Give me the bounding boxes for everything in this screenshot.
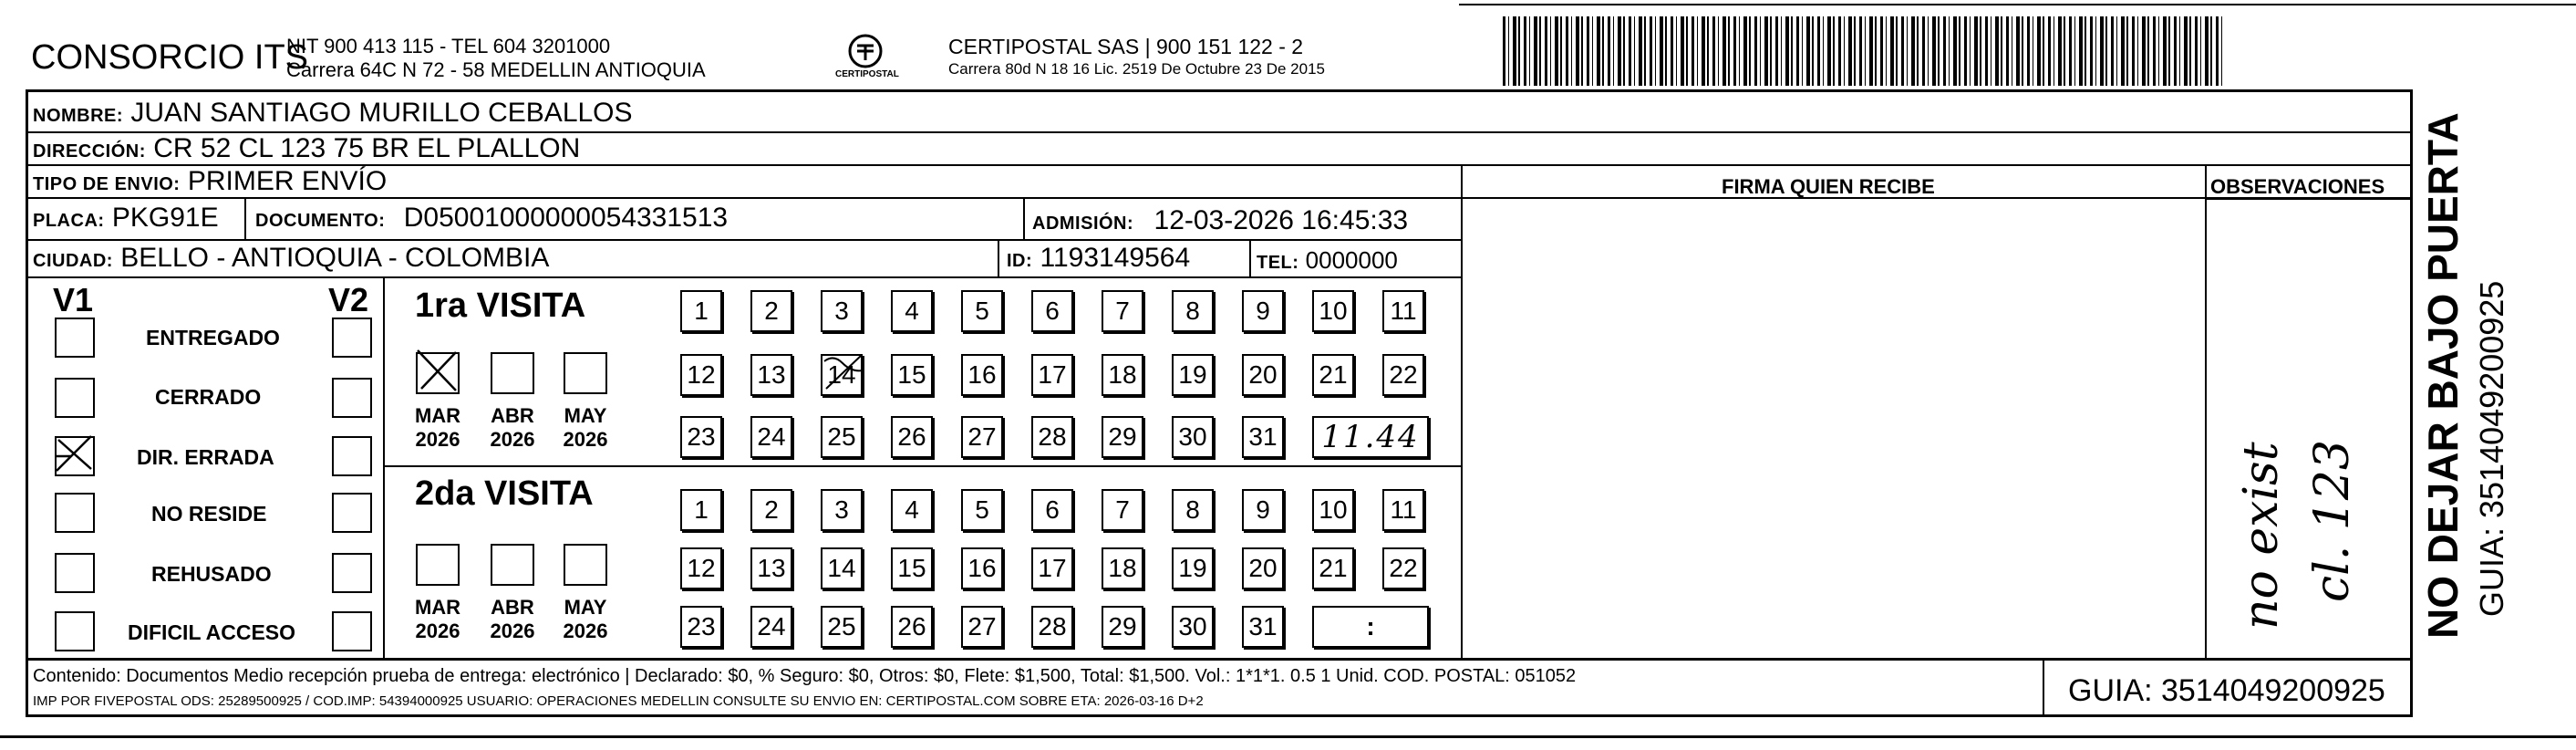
v2-cerrado-checkbox[interactable] [332,378,372,418]
second-day-30[interactable]: 30 [1172,606,1214,648]
nombre-row [33,99,633,130]
signature-area[interactable] [1463,199,2205,658]
second-day-8[interactable]: 8 [1172,489,1214,531]
first-day-8[interactable]: 8 [1172,290,1214,332]
ciudad-field [33,244,549,276]
second-month-may-label: MAY [564,596,607,619]
certipostal-line: CERTIPOSTAL SAS | 900 151 122 - 2 [948,35,1304,58]
observations-area[interactable] [2207,201,2410,657]
first-month-may-box[interactable] [564,352,607,394]
documento-field [255,203,728,235]
tel-label: TEL: [1257,253,1299,273]
first-day-3[interactable]: 3 [821,290,863,332]
second-visit-title: 2da VISITA [415,474,594,513]
status-cerrado: CERRADO [155,385,262,409]
tel-field [1257,245,1398,277]
ciudad-label: CIUDAD: [33,251,113,271]
v2-rehusado-checkbox[interactable] [332,553,372,593]
v2-dificil-acceso-checkbox[interactable] [332,611,372,651]
first-visit-time-handwritten: 11.44 [1321,419,1420,455]
direccion-row [33,134,580,166]
col-line [1249,239,1251,276]
status-no-reside: NO RESIDE [151,502,267,526]
cross-mark-icon [416,349,460,394]
obs-handwritten-line1: no exist [2234,442,2289,630]
second-month-abr-label: ABR [491,596,534,619]
id-field [1007,244,1190,276]
first-day-30[interactable]: 30 [1172,416,1214,458]
first-day-24[interactable]: 24 [750,416,792,458]
second-year-label: 2026 [490,620,535,642]
admision-value: 12-03-2026 16:45:33 [1154,205,1409,235]
col-line [1023,197,1025,239]
v1-header: V1 [53,281,94,318]
col-line [2043,658,2044,717]
first-day-12[interactable]: 12 [680,354,722,396]
first-day-25[interactable]: 25 [821,416,863,458]
first-day-4[interactable]: 4 [891,290,933,332]
tipo-value: PRIMER ENVÍO [187,166,388,196]
col-line [244,197,246,239]
firma-header: FIRMA QUIEN RECIBE [1722,175,1935,198]
second-day-9[interactable]: 9 [1242,489,1284,531]
status-dificil-acceso: DIFICIL ACCESO [128,620,296,644]
status-entregado: ENTREGADO [146,326,280,349]
second-day-2[interactable]: 2 [750,489,792,531]
v2-no-reside-checkbox[interactable] [332,493,372,533]
placa-value: PKG91E [111,203,219,233]
first-day-20[interactable]: 20 [1242,354,1284,396]
second-day-22[interactable]: 22 [1382,547,1424,589]
footer-imp-line: IMP POR FIVEPOSTAL ODS: 25289500925 / COD.IMP: 54394000925 USUARIO: OPERACIONES MEDELLIN CONSULTE SU ENVIO EN: CERTIPOSTAL.COM SOBRE ETA: 2026-03-16 D+2 [33,693,1204,709]
second-day-18[interactable]: 18 [1102,547,1143,589]
second-month-mar-box[interactable] [416,544,460,586]
second-day-21[interactable]: 21 [1312,547,1354,589]
footer-content-line: Contenido: Documentos Medio recepción prueba de entrega: electrónico | Declarado: $0, % Seguro: $0, Otros: $0, Flete: $1,500, Total: $1,500. Vol.: 1*1*1. 0.5 1 Unid. COD. POSTAL: 051052 [33,666,1577,686]
footer-guia: GUIA: 3514049200925 [2068,673,2385,708]
tipo-label: TIPO DE ENVIO: [33,174,181,194]
direccion-label: DIRECCIÓN: [33,141,146,161]
first-visit-time-box[interactable] [1312,416,1429,458]
first-day-10[interactable]: 10 [1312,290,1354,332]
placa-label: PLACA: [33,211,105,231]
first-year-label: 2026 [563,428,608,451]
first-month-mar-label: MAR [414,404,461,427]
second-day-24[interactable]: 24 [750,606,792,648]
first-year-label: 2026 [415,428,460,451]
first-month-abr-box[interactable] [491,352,534,394]
placa-field [33,203,219,235]
second-day-4[interactable]: 4 [891,489,933,531]
v1-no-reside-checkbox[interactable] [55,493,95,533]
second-day-25[interactable]: 25 [821,606,863,648]
first-day-6[interactable]: 6 [1031,290,1073,332]
direccion-value: CR 52 CL 123 75 BR EL PLALLON [153,133,581,163]
second-visit-time-box[interactable]: : [1312,606,1429,648]
v2-header: V2 [328,281,369,318]
second-day-27[interactable]: 27 [961,606,1003,648]
barcode [1503,16,2225,86]
v2-entregado-checkbox[interactable] [332,318,372,358]
second-day-17[interactable]: 17 [1031,547,1073,589]
second-day-11[interactable]: 11 [1382,489,1424,531]
check-mark-icon [55,432,95,473]
ciudad-value: BELLO - ANTIOQUIA - COLOMBIA [120,243,550,273]
second-day-28[interactable]: 28 [1031,606,1073,648]
documento-value: D05001000000054331513 [403,203,729,233]
v2-dir-errada-checkbox[interactable] [332,436,372,476]
second-day-5[interactable]: 5 [961,489,1003,531]
col-line [383,276,385,658]
company-name: CONSORCIO ITS [31,38,309,77]
first-month-mar-box[interactable] [416,352,460,394]
nit-line: NIT 900 413 115 - TEL 604 3201000 [286,35,611,57]
first-day-17[interactable]: 17 [1031,354,1073,396]
first-day-26[interactable]: 26 [891,416,933,458]
second-day-14[interactable]: 14 [821,547,863,589]
first-day-5[interactable]: 5 [961,290,1003,332]
row-line [26,276,1463,278]
col-line [2410,89,2412,717]
row-line [385,465,1463,467]
col-line [998,239,999,276]
second-day-20[interactable]: 20 [1242,547,1284,589]
first-day-13[interactable]: 13 [750,354,792,396]
first-day-9[interactable]: 9 [1242,290,1284,332]
v1-cerrado-checkbox[interactable] [55,378,95,418]
tel-value: 0000000 [1305,246,1398,274]
observaciones-header: OBSERVACIONES [2210,175,2385,198]
first-day-21[interactable]: 21 [1312,354,1354,396]
row-line [26,239,1463,241]
first-year-label: 2026 [490,428,535,451]
v1-rehusado-checkbox[interactable] [55,553,95,593]
first-day-22[interactable]: 22 [1382,354,1424,396]
header [0,0,2576,89]
certipostal-address: Carrera 80d N 18 16 Lic. 2519 De Octubre 23 De 2015 [948,60,1325,78]
documento-label: DOCUMENTO: [255,211,386,231]
nombre-label: NOMBRE: [33,106,124,126]
first-day-15[interactable]: 15 [891,354,933,396]
second-day-13[interactable]: 13 [750,547,792,589]
nombre-value: JUAN SANTIAGO MURILLO CEBALLOS [130,98,633,128]
v1-dificil-acceso-checkbox[interactable] [55,611,95,651]
second-month-mar-label: MAR [414,596,461,619]
second-year-label: 2026 [415,620,460,642]
second-day-31[interactable]: 31 [1242,606,1284,648]
first-day-27[interactable]: 27 [961,416,1003,458]
first-month-abr-label: ABR [491,404,534,427]
first-day-11[interactable]: 11 [1382,290,1424,332]
second-day-12[interactable]: 12 [680,547,722,589]
obs-handwritten-line2: cl. 123 [2305,439,2360,602]
second-month-abr-box[interactable] [491,544,534,586]
second-day-3[interactable]: 3 [821,489,863,531]
side-guia: GUIA: 3514049200925 [2473,280,2510,617]
no-dejar-bajo-puerta: NO DEJAR BAJO PUERTA [2419,112,2467,639]
second-year-label: 2026 [563,620,608,642]
v1-dir-errada-checkbox[interactable] [55,436,95,476]
second-month-may-box[interactable] [564,544,607,586]
id-label: ID: [1007,251,1033,271]
first-day-1[interactable]: 1 [680,290,722,332]
second-day-16[interactable]: 16 [961,547,1003,589]
id-value: 1193149564 [1040,243,1191,273]
first-day-28[interactable]: 28 [1031,416,1073,458]
admision-field [1032,206,1408,238]
first-visit-title: 1ra VISITA [415,286,586,325]
second-day-26[interactable]: 26 [891,606,933,648]
second-day-6[interactable]: 6 [1031,489,1073,531]
first-day-14[interactable]: 14 [821,354,863,396]
second-day-1[interactable]: 1 [680,489,722,531]
admision-label: ADMISIÓN: [1032,214,1134,234]
status-dir-errada: DIR. ERRADA [137,445,274,469]
day-14-scribble-icon [822,352,864,394]
certipostal-logo [832,33,899,84]
row-line [26,658,2413,661]
second-day-23[interactable]: 23 [680,606,722,648]
top-rule [1459,4,2576,5]
second-day-19[interactable]: 19 [1172,547,1214,589]
company-address: Carrera 64C N 72 - 58 MEDELLIN ANTIOQUIA [286,58,706,81]
tipo-row [33,167,387,199]
second-day-15[interactable]: 15 [891,547,933,589]
first-day-23[interactable]: 23 [680,416,722,458]
first-day-16[interactable]: 16 [961,354,1003,396]
first-day-18[interactable]: 18 [1102,354,1143,396]
second-day-7[interactable]: 7 [1102,489,1143,531]
first-day-29[interactable]: 29 [1102,416,1143,458]
status-rehusado: REHUSADO [151,562,272,586]
logo-text: CERTIPOSTAL [835,69,899,79]
first-day-7[interactable]: 7 [1102,290,1143,332]
first-month-may-label: MAY [564,404,607,427]
first-day-31[interactable]: 31 [1242,416,1284,458]
first-day-19[interactable]: 19 [1172,354,1214,396]
second-day-29[interactable]: 29 [1102,606,1143,648]
v1-entregado-checkbox[interactable] [55,318,95,358]
bottom-rule [0,735,2576,738]
first-day-2[interactable]: 2 [750,290,792,332]
second-day-10[interactable]: 10 [1312,489,1354,531]
